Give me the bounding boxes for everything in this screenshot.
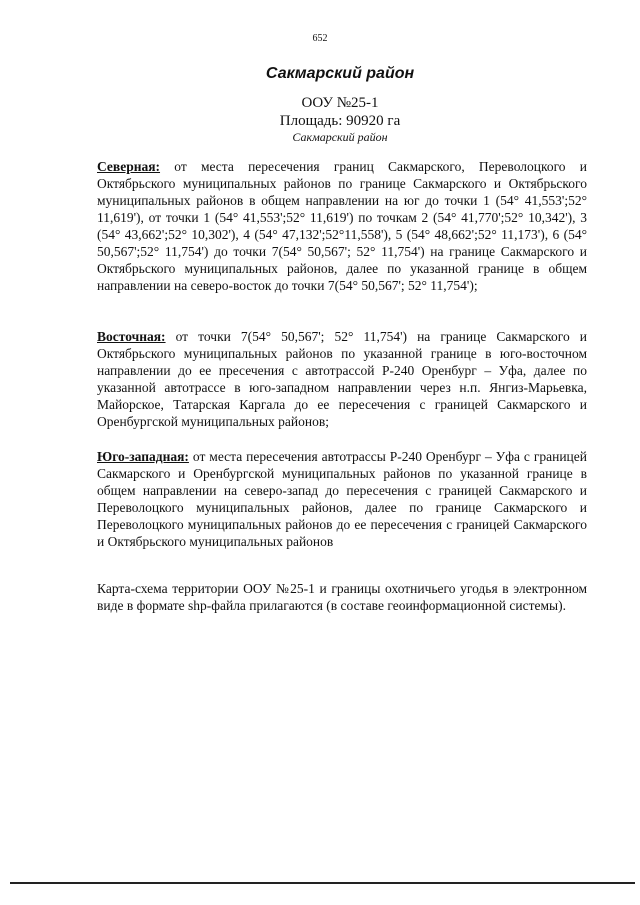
district-title: Сакмарский район [265, 65, 415, 82]
southwest-boundary-label: Юго-западная: [97, 449, 189, 464]
page-number: 652 [312, 33, 328, 44]
north-boundary-paragraph [97, 158, 587, 294]
east-boundary-paragraph [97, 328, 587, 430]
east-boundary-label: Восточная: [97, 329, 166, 344]
map-note-paragraph: Карта-схема территории ООУ №25-1 и границы охотничьего угодья в электронном виде в формате shp-файла прилагаются (в составе геоинформационной системы). [97, 581, 587, 613]
district-subtitle: Сакмарский район [292, 130, 388, 144]
hunting-unit-number: ООУ №25-1 [301, 95, 379, 111]
southwest-boundary-paragraph [97, 448, 587, 550]
north-boundary-label: Северная: [97, 159, 161, 174]
document-header [0, 64, 640, 145]
east-boundary-text: от точки 7(54° 50,567'; 52° 11,754') на границе Сакмарского и Октябрьского муниципальных районов по указанной границе в юго-восточном направлении до ее пресечения с автотрассой Р-240 Оренбург – Уфа, далее по указанной автотрассе в юго-западном направлении через н.п. Янгиз-Марьевка, Майорское, Татарская Каргала до ее пересечения с границей Сакмарского и Оренбургской муниципальных районов; [97, 329, 587, 429]
bottom-rule [10, 882, 635, 884]
north-boundary-text: от места пересечения границ Сакмарского, Переволоцкого и Октябрьского муниципальных районов по границе Сакмарского и Октябрьского муниципальных районов в общем направлении на юг до точки 1 (54° 41,553';52° 11,619'), от точки 1 (54° 41,553';52° 11,619') по точкам 2 (54° 41,770';52° 10,342'), 3 (54° 43,662';52° 10,302'), 4 (54° 47,132';52°11,558'), 5 (54° 48,662';52° 11,173'), 6 (54° 50,567';52° 11,754') до точки 7(54° 50,567'; 52° 11,754') на границе Сакмарского и Октябрьского муниципальных районов, далее по указанной границе в общем направлении на северо-восток до точки 7(54° 50,567'; 52° 11,754'); [97, 159, 587, 293]
southwest-boundary-text: от места пересечения автотрассы Р-240 Оренбург – Уфа с границей Сакмарского и Оренбургской муниципальных районов по указанной границе в общем направлении на северо-запад до пересечения с границей Сакмарского и Переволоцкого муниципальных районов, далее по границе Сакмарского и Переволоцкого муниципальных районов до ее пересечения с границей Сакмарского и Октябрьского муниципальных районов [97, 449, 587, 549]
area-value: Площадь: 90920 га [279, 113, 401, 129]
